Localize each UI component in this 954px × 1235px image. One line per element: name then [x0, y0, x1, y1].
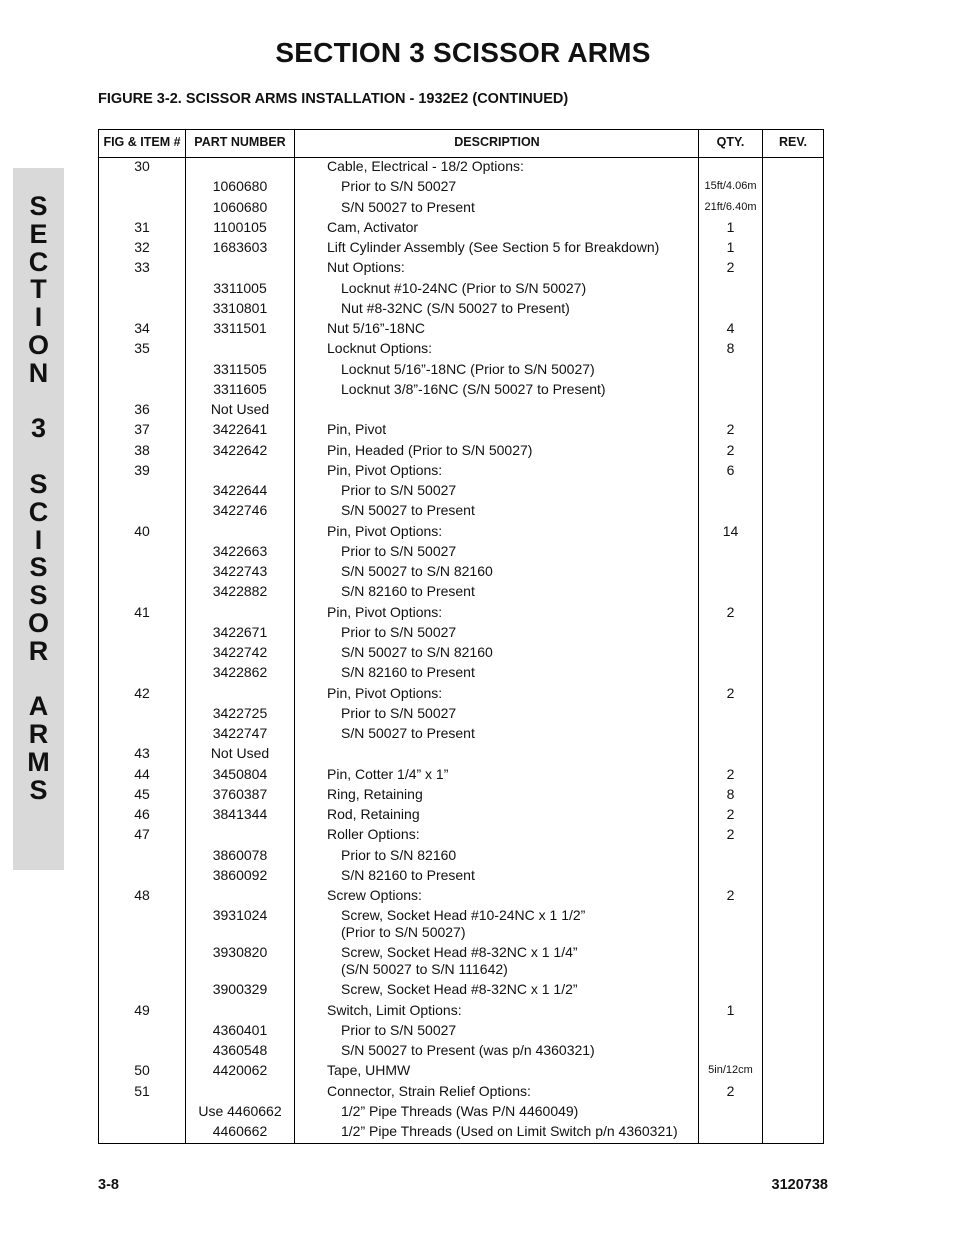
description-cell: Tape, UHMW	[327, 1062, 411, 1079]
part-number-cell: 3422671	[212, 623, 268, 640]
page-number: 3-8	[98, 1177, 119, 1193]
item-number-cell: 42	[134, 684, 150, 701]
item-number-cell: 30	[134, 158, 150, 174]
description-cell: Connector, Strain Relief Options:	[327, 1082, 531, 1099]
quantity-cell: 2	[726, 765, 735, 782]
description-cell: 1/2” Pipe Threads (Was P/N 4460049)	[341, 1102, 579, 1119]
part-number-cell: 3931024	[212, 907, 268, 924]
part-number-cell: 1060680	[212, 198, 268, 215]
item-number-cell: 31	[134, 218, 150, 235]
description-cell-continued: (Prior to S/N 50027)	[341, 924, 466, 941]
item-number-cell: 40	[134, 522, 150, 539]
description-cell: Pin, Pivot Options:	[327, 522, 443, 539]
quantity-cell: 2	[726, 887, 735, 903]
description-cell: Pin, Pivot Options:	[327, 603, 443, 620]
description-cell-continued: (S/N 50027 to S/N 111642)	[341, 961, 508, 978]
description-cell: S/N 82160 to Present	[341, 583, 475, 600]
description-cell: Locknut #10-24NC (Prior to S/N 50027)	[341, 279, 587, 296]
quantity-cell: 2	[726, 806, 735, 822]
part-number-cell: 3900329	[212, 981, 268, 998]
side-tab-letter: C	[28, 496, 49, 527]
part-number-cell: 3860078	[212, 846, 268, 863]
quantity-cell: 8	[726, 785, 735, 802]
side-tab-letter: N	[28, 357, 49, 388]
description-cell: S/N 50027 to S/N 82160	[341, 563, 493, 579]
part-number-cell: 3760387	[212, 785, 268, 802]
side-tab-letter: S	[29, 191, 48, 221]
description-cell: Pin, Pivot Options:	[327, 461, 443, 478]
description-cell: Roller Options:	[327, 826, 420, 843]
parts-table	[98, 129, 824, 1144]
part-number-cell: 3860092	[212, 866, 268, 883]
quantity-cell: 14	[722, 522, 739, 539]
part-number-cell: 3422642	[212, 441, 268, 458]
side-tab-letter: R	[28, 719, 49, 750]
description-cell: Locknut 5/16”-18NC (Prior to S/N 50027)	[341, 360, 595, 377]
side-tab-letter: R	[28, 635, 49, 666]
part-number-cell: 3930820	[212, 944, 268, 961]
description-cell: Screw, Socket Head #10-24NC x 1 1/2”	[341, 907, 586, 924]
item-number-cell: 36	[134, 401, 150, 417]
quantity-cell: 6	[726, 461, 735, 478]
item-number-cell: 44	[134, 765, 150, 782]
section-title: SECTION 3 SCISSOR ARMS	[275, 37, 651, 68]
quantity-cell: 2	[726, 421, 735, 438]
description-cell: Nut #8-32NC (S/N 50027 to Present)	[341, 299, 570, 316]
header-qty: QTY.	[716, 135, 745, 149]
item-number-cell: 48	[134, 887, 150, 903]
quantity-cell: 5in/12cm	[708, 1064, 753, 1077]
part-number-cell: 4460662	[212, 1123, 268, 1139]
description-cell: Pin, Cotter 1/4” x 1”	[327, 765, 449, 782]
item-number-cell: 45	[134, 785, 150, 802]
header-rev: REV.	[778, 135, 808, 149]
description-cell: S/N 50027 to Present	[341, 725, 475, 741]
side-tab-letter: E	[29, 218, 48, 249]
description-cell: S/N 50027 to Present	[341, 502, 475, 519]
part-number-cell: 3422882	[212, 583, 268, 600]
item-number-cell: 37	[134, 421, 150, 438]
description-cell: Screw, Socket Head #8-32NC x 1 1/4”	[341, 944, 578, 961]
part-number-cell: 3841344	[212, 806, 268, 822]
item-number-cell: 35	[134, 340, 150, 357]
header-fig-item: FIG & ITEM #	[103, 135, 181, 149]
description-cell: Cable, Electrical - 18/2 Options:	[327, 158, 524, 174]
side-tab-letter: A	[28, 691, 49, 722]
part-number-cell: 3422725	[212, 704, 268, 721]
part-number-cell: 3311505	[213, 360, 267, 377]
part-number-cell: 3422747	[212, 725, 268, 741]
side-tab-letter: O	[27, 330, 49, 360]
item-number-cell: 51	[134, 1082, 150, 1099]
item-number-cell: 46	[134, 806, 150, 822]
quantity-cell: 1	[726, 218, 735, 235]
description-cell: Pin, Pivot Options:	[327, 684, 443, 701]
part-number-cell: 3422641	[212, 421, 268, 438]
description-cell: Screw, Socket Head #8-32NC x 1 1/2”	[341, 981, 578, 998]
part-number-cell: 3422663	[212, 542, 268, 559]
part-number-cell: 3422743	[212, 563, 268, 579]
part-number-cell: 4360548	[212, 1042, 268, 1058]
quantity-cell: 21ft/6.40m	[704, 200, 757, 213]
description-cell: Pin, Headed (Prior to S/N 50027)	[327, 441, 533, 458]
item-number-cell: 47	[134, 826, 150, 843]
side-tab-letter: T	[30, 274, 47, 305]
description-cell: S/N 50027 to Present	[341, 198, 475, 215]
part-number-cell: Not Used	[210, 745, 270, 762]
header-part-number: PART NUMBER	[194, 135, 286, 149]
quantity-cell: 4	[726, 320, 735, 336]
part-number-cell: 4420062	[212, 1062, 268, 1079]
quantity-cell: 2	[726, 684, 735, 701]
part-number-cell: 3422862	[212, 664, 268, 681]
quantity-cell: 1	[726, 1001, 735, 1018]
part-number-cell: 3422644	[212, 482, 268, 498]
side-tab-letter: S	[29, 469, 48, 499]
part-number-cell: 3422746	[212, 502, 268, 519]
item-number-cell: 49	[134, 1001, 150, 1018]
item-number-cell: 34	[134, 320, 150, 336]
description-cell: Screw Options:	[327, 887, 422, 903]
description-cell: Nut Options:	[327, 259, 405, 276]
item-number-cell: 41	[134, 603, 150, 620]
description-cell: Rod, Retaining	[327, 806, 420, 822]
description-cell: Prior to S/N 50027	[341, 1021, 457, 1038]
column-divider	[294, 130, 295, 1143]
side-tab-letter: I	[34, 524, 43, 555]
description-cell: Nut 5/16”-18NC	[327, 320, 426, 336]
description-cell: Locknut 3/8”-16NC (S/N 50027 to Present)	[341, 380, 606, 397]
part-number-cell: 3422742	[212, 644, 268, 660]
item-number-cell: 43	[134, 745, 150, 762]
part-number-cell: 3311605	[213, 380, 267, 397]
item-number-cell: 33	[134, 259, 150, 276]
quantity-cell: 2	[726, 1082, 735, 1099]
section-side-tab	[13, 168, 64, 870]
description-cell: 1/2” Pipe Threads (Used on Limit Switch p/n 4360321)	[341, 1123, 678, 1139]
side-tab-letter: I	[34, 302, 43, 333]
quantity-cell: 8	[726, 340, 735, 357]
description-cell: Prior to S/N 50027	[341, 482, 457, 498]
quantity-cell: 2	[726, 603, 735, 620]
part-number-cell: 3311005	[213, 279, 267, 296]
side-tab-letter: M	[27, 747, 50, 777]
item-number-cell: 50	[134, 1062, 150, 1079]
description-cell: S/N 50027 to Present (was p/n 4360321)	[341, 1042, 595, 1058]
part-number-cell: 3310801	[212, 299, 268, 316]
column-divider	[762, 130, 763, 1143]
description-cell: S/N 82160 to Present	[341, 866, 475, 883]
quantity-cell: 2	[726, 441, 735, 458]
side-tab-letter: S	[29, 774, 48, 805]
item-number-cell: 39	[134, 461, 150, 478]
description-cell: Switch, Limit Options:	[327, 1001, 462, 1018]
side-tab-letter: O	[27, 608, 49, 638]
part-number-cell: 1060680	[212, 178, 268, 195]
part-number-cell: 4360401	[212, 1021, 268, 1038]
quantity-cell: 15ft/4.06m	[704, 180, 757, 193]
description-cell: Prior to S/N 50027	[341, 178, 457, 195]
side-tab-letter: S	[29, 552, 48, 583]
item-number-cell: 32	[134, 239, 150, 255]
description-cell: Prior to S/N 50027	[341, 542, 457, 559]
side-tab-letter: C	[28, 246, 49, 277]
description-cell: S/N 50027 to S/N 82160	[341, 644, 493, 660]
description-cell: Locknut Options:	[327, 340, 433, 357]
part-number-cell: Use 4460662	[198, 1102, 282, 1119]
description-cell: S/N 82160 to Present	[341, 664, 475, 681]
part-number-cell: 1100105	[213, 218, 267, 235]
side-tab-letter: S	[29, 580, 48, 611]
description-cell: Prior to S/N 82160	[341, 846, 457, 863]
quantity-cell: 2	[726, 259, 735, 276]
part-number-cell: Not Used	[210, 401, 270, 417]
side-tab-letter: 3	[30, 413, 47, 444]
description-cell: Prior to S/N 50027	[341, 623, 457, 640]
figure-title: FIGURE 3-2. SCISSOR ARMS INSTALLATION - 1932E2 (CONTINUED)	[98, 91, 569, 107]
description-cell: Ring, Retaining	[327, 785, 423, 802]
quantity-cell: 2	[726, 826, 735, 843]
document-number: 3120738	[771, 1177, 828, 1193]
table-header	[99, 130, 823, 158]
part-number-cell: 3450804	[212, 765, 268, 782]
quantity-cell: 1	[726, 239, 735, 255]
description-cell: Cam, Activator	[327, 218, 419, 235]
description-cell: Prior to S/N 50027	[341, 704, 457, 721]
item-number-cell: 38	[134, 441, 150, 458]
part-number-cell: 3311501	[213, 320, 267, 336]
description-cell: Pin, Pivot	[327, 421, 387, 438]
part-number-cell: 1683603	[212, 239, 268, 255]
header-description: DESCRIPTION	[454, 135, 540, 149]
description-cell: Lift Cylinder Assembly (See Section 5 for Breakdown)	[327, 239, 660, 255]
